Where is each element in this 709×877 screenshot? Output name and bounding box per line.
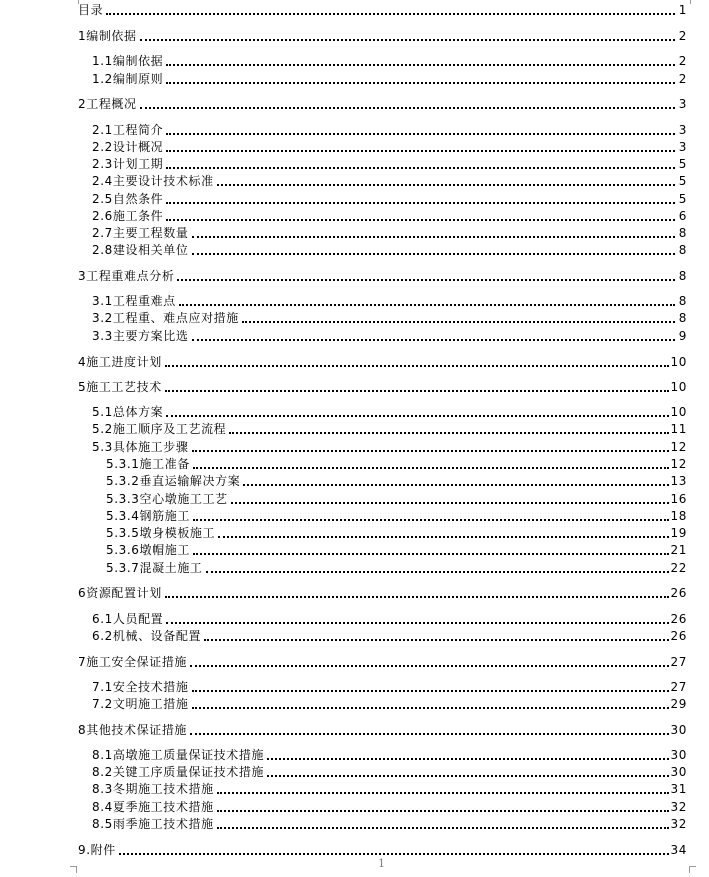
toc-entry[interactable] [92, 814, 687, 831]
toc-entry-page-number: 5 [678, 192, 687, 206]
toc-entry[interactable] [78, 583, 687, 600]
toc-entry-page-number: 19 [670, 526, 687, 540]
toc-dot-leader [192, 252, 676, 255]
toc-dot-leader [166, 414, 668, 417]
toc-entry-page-number: 31 [670, 782, 687, 796]
toc-dot-leader [218, 535, 668, 538]
toc-entry[interactable] [106, 558, 687, 575]
toc-entry-title: 6.1人员配置 [92, 612, 164, 626]
toc-dot-leader [166, 166, 675, 169]
margin-mark-top-right [690, 0, 697, 4]
toc-entry-title: 7.1安全技术措施 [92, 680, 189, 694]
toc-dot-leader [177, 278, 675, 281]
toc-entry-title: 3.3主要方案比选 [92, 329, 189, 343]
toc-entry-page-number: 26 [670, 586, 687, 600]
toc-dot-leader [166, 63, 675, 66]
toc-entry-page-number: 12 [670, 440, 687, 454]
toc-entry-page-number: 10 [670, 380, 687, 394]
toc-entry[interactable] [106, 489, 687, 506]
toc-dot-leader [192, 706, 669, 709]
toc-entry[interactable] [92, 677, 687, 694]
toc-entry-title: 1.2编制原则 [92, 72, 164, 86]
toc-dot-leader [192, 235, 676, 238]
toc-entry-page-number: 21 [670, 543, 687, 557]
toc-entry-page-number: 34 [670, 843, 687, 857]
toc-dot-leader [192, 449, 669, 452]
page-number: 1 [378, 857, 385, 870]
toc-dot-leader [166, 218, 675, 221]
toc-entry[interactable] [92, 308, 687, 325]
toc-entry-page-number: 13 [670, 474, 687, 488]
toc-entry-page-number: 30 [670, 748, 687, 762]
toc-entry-title: 1编制依据 [78, 29, 137, 43]
toc-entry[interactable] [92, 797, 687, 814]
toc-entry[interactable] [92, 240, 687, 257]
toc-entry-page-number: 32 [670, 817, 687, 831]
toc-entry[interactable] [92, 223, 687, 240]
toc-entry-page-number: 8 [678, 311, 687, 325]
toc-entry-title: 3.1工程重难点 [92, 294, 176, 308]
toc-dot-leader [267, 774, 668, 777]
toc-entry-page-number: 8 [678, 294, 687, 308]
toc-dot-leader [243, 483, 668, 486]
toc-entry-page-number: 22 [670, 561, 687, 575]
toc-entry-title: 8其他技术保证措施 [78, 723, 188, 737]
toc-dot-leader [140, 38, 675, 41]
toc-entry-title: 目录 [78, 3, 104, 17]
toc-entry-title: 2.7主要工程数量 [92, 226, 189, 240]
toc-entry[interactable] [78, 266, 687, 283]
toc-entry-page-number: 29 [670, 697, 687, 711]
toc-dot-leader [165, 364, 669, 367]
toc-dot-leader [166, 201, 675, 204]
toc-entry-title: 5.1总体方案 [92, 405, 164, 419]
toc-entry-page-number: 8 [678, 243, 687, 257]
toc-entry[interactable] [106, 454, 687, 471]
toc-entry-page-number: 11 [670, 422, 687, 436]
toc-entry[interactable] [92, 154, 687, 171]
toc-entry[interactable] [78, 377, 687, 394]
toc-entry-title: 2.6施工条件 [92, 209, 164, 223]
toc-dot-leader [106, 12, 675, 15]
margin-mark-bottom-left [70, 866, 77, 873]
toc-dot-leader [193, 552, 669, 555]
toc-entry[interactable] [78, 352, 687, 369]
toc-entry[interactable] [92, 291, 687, 308]
toc-dot-leader [206, 570, 669, 573]
toc-entry-title: 6资源配置计划 [78, 586, 162, 600]
toc-dot-leader [192, 338, 676, 341]
toc-dot-leader [190, 664, 668, 667]
toc-dot-leader [193, 518, 669, 521]
toc-entry-title: 3.2工程重、难点应对措施 [92, 311, 239, 325]
toc-entry-title: 5施工工艺技术 [78, 380, 162, 394]
toc-dot-leader [166, 149, 675, 152]
toc-entry-title: 2工程概况 [78, 97, 137, 111]
toc-entry-title: 2.2设计概况 [92, 140, 164, 154]
toc-entry-title: 2.8建设相关单位 [92, 243, 189, 257]
toc-dot-leader [190, 732, 668, 735]
toc-entry-page-number: 6 [678, 209, 687, 223]
toc-entry-page-number: 3 [678, 123, 687, 137]
toc-entry[interactable] [92, 419, 687, 436]
toc-entry-title: 6.2机械、设备配置 [92, 629, 202, 643]
toc-entry[interactable] [106, 506, 687, 523]
toc-entry-page-number: 30 [670, 765, 687, 779]
toc-entry-page-number: 26 [670, 629, 687, 643]
toc-entry-page-number: 2 [678, 72, 687, 86]
toc-entry-page-number: 32 [670, 800, 687, 814]
toc-entry-title: 2.5自然条件 [92, 192, 164, 206]
toc-dot-leader [166, 621, 668, 624]
toc-entry[interactable] [92, 745, 687, 762]
toc-entry[interactable] [92, 189, 687, 206]
toc-entry-title: 5.3.2垂直运输解决方案 [106, 474, 241, 488]
toc-entry-page-number: 5 [678, 157, 687, 171]
toc-entry[interactable] [92, 171, 687, 188]
toc-dot-leader [166, 81, 675, 84]
toc-entry-title: 5.3.3空心墩施工工艺 [106, 492, 228, 506]
toc-dot-leader [242, 320, 675, 323]
toc-entry-page-number: 5 [678, 174, 687, 188]
toc-entry-title: 5.3.5墩身模板施工 [106, 526, 216, 540]
toc-entry-title: 5.3.6墩帽施工 [106, 543, 190, 557]
toc-entry-title: 4施工进度计划 [78, 355, 162, 369]
toc-entry[interactable] [92, 762, 687, 779]
toc-entry-page-number: 27 [670, 655, 687, 669]
toc-entry[interactable] [78, 720, 687, 737]
toc-entry-page-number: 3 [678, 140, 687, 154]
toc-dot-leader [217, 826, 669, 829]
toc-dot-leader [192, 689, 669, 692]
toc-entry-title: 8.1高墩施工质量保证技术措施 [92, 748, 265, 762]
toc-entry-title: 8.4夏季施工技术措施 [92, 800, 214, 814]
toc-entry-title: 5.3.4钢筋施工 [106, 509, 190, 523]
toc-dot-leader [267, 757, 668, 760]
margin-mark-bottom-right [689, 866, 696, 873]
toc-entry-page-number: 16 [670, 492, 687, 506]
toc-entry[interactable] [92, 402, 687, 419]
toc-entry[interactable] [92, 206, 687, 223]
toc-entry[interactable] [78, 26, 687, 43]
toc-entry-title: 2.1工程简介 [92, 123, 164, 137]
toc-dot-leader [165, 389, 669, 392]
toc-dot-leader [204, 638, 668, 641]
toc-entry[interactable] [92, 626, 687, 643]
toc-entry[interactable] [106, 523, 687, 540]
toc-dot-leader [217, 183, 675, 186]
toc-entry-page-number: 2 [678, 29, 687, 43]
toc-entry-page-number: 9 [678, 329, 687, 343]
toc-dot-leader [179, 303, 675, 306]
toc-entry[interactable] [92, 326, 687, 343]
toc-entry-title: 7.2文明施工措施 [92, 697, 189, 711]
toc-entry-page-number: 8 [678, 226, 687, 240]
toc-dot-leader [119, 852, 669, 855]
toc-entry[interactable] [78, 840, 687, 857]
toc-entry-title: 5.3.1施工准备 [106, 457, 190, 471]
toc-entry-page-number: 18 [670, 509, 687, 523]
toc-entry[interactable] [78, 652, 687, 669]
toc-entry[interactable] [92, 437, 687, 454]
toc-entry-title: 3工程重难点分析 [78, 269, 175, 283]
toc-dot-leader [165, 595, 669, 598]
toc-entry[interactable] [92, 779, 687, 796]
toc-entry[interactable] [92, 51, 687, 68]
toc-entry-title: 2.4主要设计技术标准 [92, 174, 214, 188]
toc-entry-title: 2.3计划工期 [92, 157, 164, 171]
toc-entry-title: 7施工安全保证措施 [78, 655, 188, 669]
toc-entry[interactable] [92, 120, 687, 137]
toc-entry-title: 5.3.7混凝土施工 [106, 561, 203, 575]
toc-entry-title: 8.2关键工序质量保证技术措施 [92, 765, 265, 779]
toc-entry-page-number: 12 [670, 457, 687, 471]
toc-entry-title: 8.3冬期施工技术措施 [92, 782, 214, 796]
toc-entry[interactable] [92, 137, 687, 154]
toc-dot-leader [231, 501, 669, 504]
toc-entry-title: 5.2施工顺序及工艺流程 [92, 422, 227, 436]
toc-entry-page-number: 26 [670, 612, 687, 626]
toc-entry[interactable] [106, 540, 687, 557]
toc-dot-leader [193, 466, 669, 469]
toc-entry-page-number: 10 [670, 405, 687, 419]
toc-entry-page-number: 2 [678, 54, 687, 68]
toc-dot-leader [217, 809, 669, 812]
toc-entry[interactable] [106, 471, 687, 488]
toc-entry[interactable] [78, 94, 687, 111]
toc-entry-page-number: 10 [670, 355, 687, 369]
toc-entry-title: 1.1编制依据 [92, 54, 164, 68]
toc-entry-page-number: 1 [678, 3, 687, 17]
toc-entry-page-number: 27 [670, 680, 687, 694]
toc-entry[interactable] [92, 694, 687, 711]
toc-entry-title: 5.3具体施工步骤 [92, 440, 189, 454]
toc-entry[interactable] [78, 0, 687, 17]
toc-entry[interactable] [92, 69, 687, 86]
toc-entry-page-number: 30 [670, 723, 687, 737]
toc-dot-leader [229, 431, 668, 434]
toc-entry-page-number: 8 [678, 269, 687, 283]
toc-entry-title: 9.附件 [78, 843, 116, 857]
toc-entry-page-number: 3 [678, 97, 687, 111]
toc-entry[interactable] [92, 609, 687, 626]
toc-dot-leader [140, 106, 675, 109]
toc-entry-title: 8.5雨季施工技术措施 [92, 817, 214, 831]
toc-dot-leader [166, 132, 675, 135]
toc-dot-leader [217, 791, 669, 794]
